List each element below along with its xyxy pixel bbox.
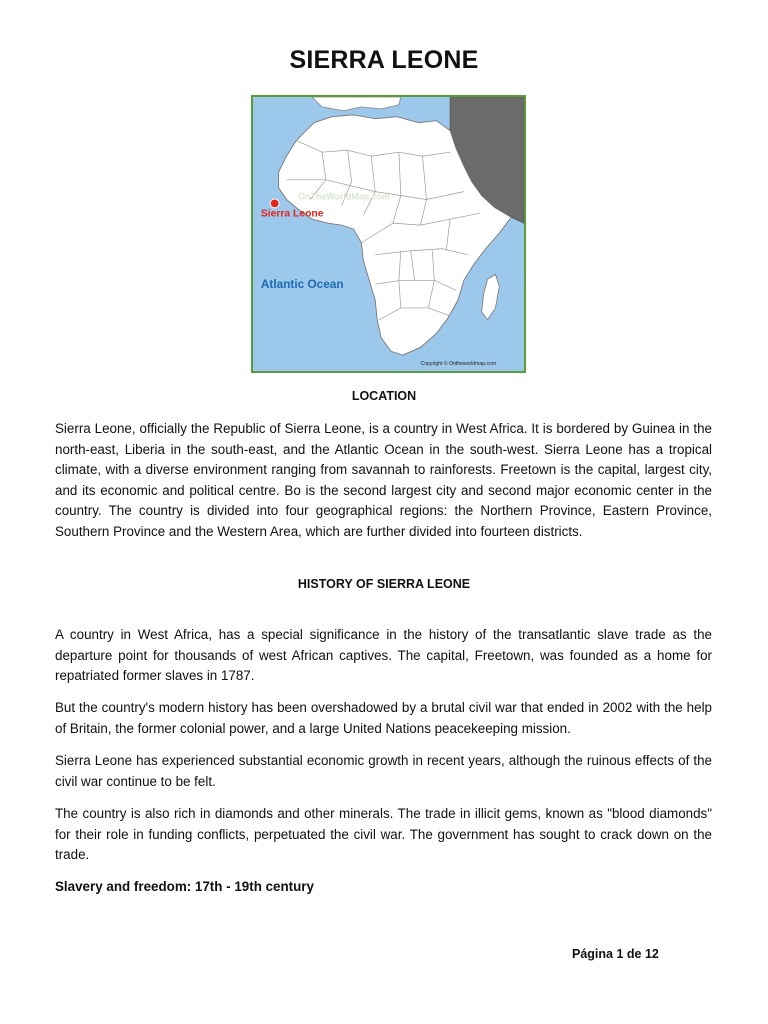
africa-map-image [251, 95, 526, 373]
history-paragraph-3: Sierra Leone has experienced substantial economic growth in recent years, although the ruinous effects of the civil war continue to be felt. [55, 753, 712, 789]
history-paragraph-4: The country is also rich in diamonds and other minerals. The trade in illicit gems, known as "blood diamonds" for their role in funding conflicts, perpetuated the civil war. The government has sought to crack down on the trade. [55, 806, 712, 863]
history-paragraph-1: A country in West Africa, has a special significance in the history of the transatlantic slave trade as the departure point for thousands of west African captives. The capital, Freetown, was founded as a home for repatriated former slaves in 1787. [55, 627, 712, 684]
map-watermark: OnTheWorldMap.com [298, 191, 390, 202]
history-paragraph-2: But the country's modern history has been overshadowed by a brutal civil war that ended in 2002 with the help of Britain, the former colonial power, and a large United Nations peacekeeping mission. [55, 700, 712, 736]
map-copyright: Copyright © Ontheworldmap.com [420, 361, 497, 368]
africa-map-svg [253, 97, 524, 371]
slavery-subheading: Slavery and freedom: 17th - 19th century [55, 879, 314, 894]
sierra-leone-marker [270, 199, 279, 208]
history-heading: HISTORY OF SIERRA LEONE [297, 577, 471, 591]
page-number: Página 1 de 12 [572, 947, 659, 961]
sierra-leone-map-label: Sierra Leone [260, 208, 324, 220]
location-heading: LOCATION [351, 389, 417, 403]
atlantic-ocean-map-label: Atlantic Ocean [260, 277, 344, 292]
location-paragraph: Sierra Leone, officially the Republic of Sierra Leone, is a country in West Africa. It is bordered by Guinea in the north-east, Liberia in the south-east, and the Atlantic Ocean in the south-west. Sierra Leone has a tropical climate, with a diverse environment ranging from savannah to rainforests. Freetown is the capital, largest city, and its economic and political centre. Bo is the second largest city and second major economic center in the country. The country is divided into four geographical regions: the Northern Province, Eastern Province, Southern Province and the Western Area, which are further divided into fourteen districts. [55, 421, 712, 539]
page-title: SIERRA LEONE [289, 46, 479, 74]
